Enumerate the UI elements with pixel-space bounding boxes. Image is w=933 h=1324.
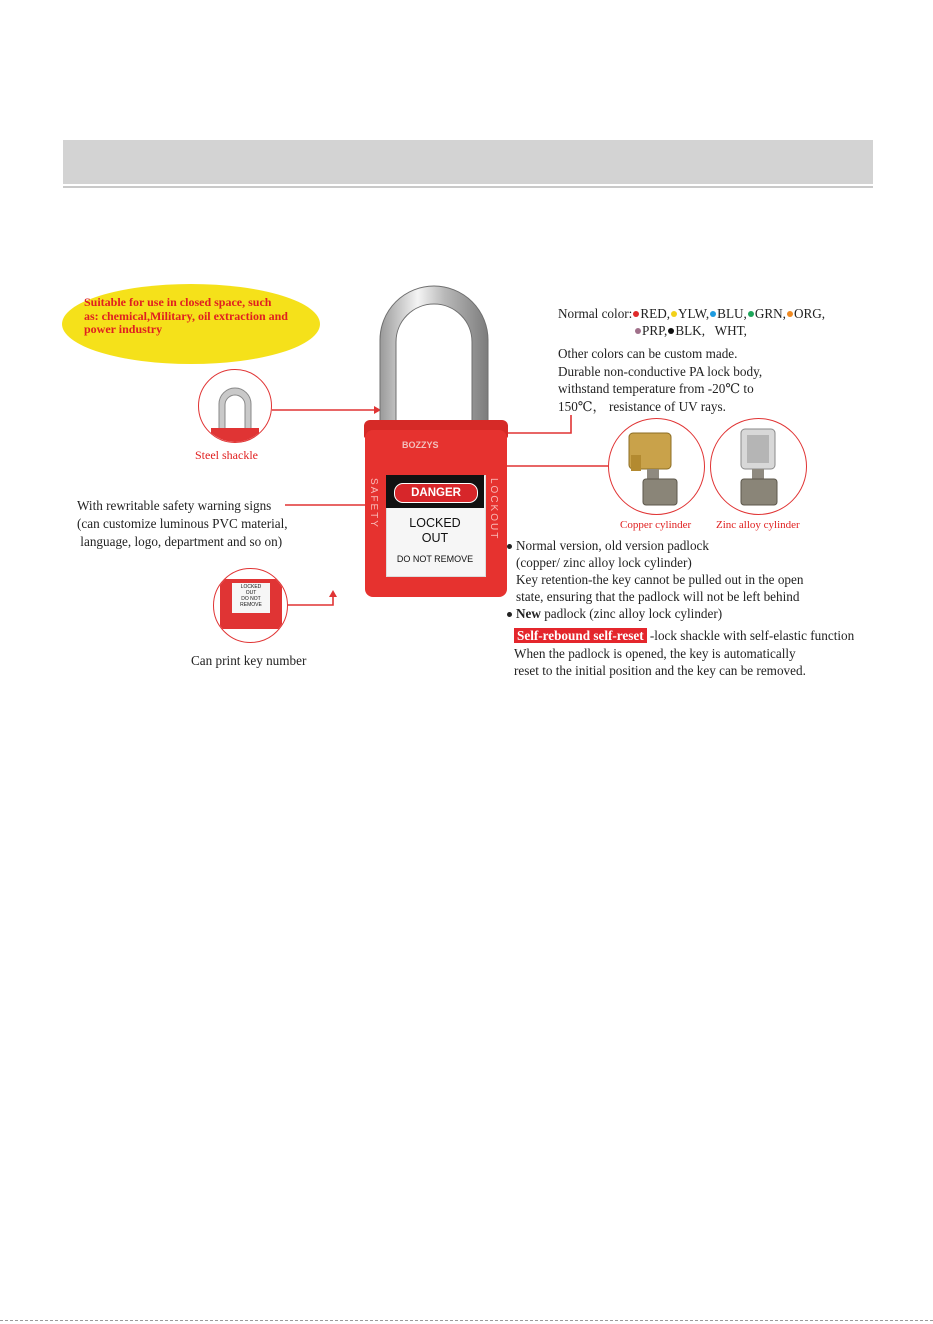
color-prefix: Normal color:	[558, 306, 633, 321]
feature-line: When the padlock is opened, the key is automatically	[514, 645, 796, 661]
danger-badge: DANGER	[394, 483, 478, 503]
color-dot-icon	[748, 311, 754, 317]
color-dot-icon	[635, 328, 641, 334]
info-line: 150℃， resistance of UV rays.	[558, 398, 726, 414]
new-label: New	[516, 606, 541, 621]
color-options	[558, 305, 888, 339]
small-label-text	[232, 584, 270, 608]
feature-line: reset to the initial position and the key can be removed.	[514, 663, 806, 678]
material-info	[558, 345, 888, 415]
warning-signs-text	[77, 497, 307, 551]
warning-line: language, logo, department and so on)	[77, 534, 283, 549]
color-dot-icon	[671, 311, 677, 317]
normal-version-features	[507, 537, 887, 622]
copper-cylinder-circle	[608, 418, 705, 515]
side-text-left: SAFETY	[368, 478, 379, 529]
page-footer-rule	[0, 1320, 933, 1321]
zinc-cylinder-circle	[710, 418, 807, 515]
color-name: PRP,	[642, 323, 668, 338]
steel-shackle-icon	[370, 282, 500, 432]
warning-line: (can customize luminous PVC material,	[77, 516, 288, 531]
info-line: withstand temperature from -20℃ to	[558, 381, 754, 396]
color-dot-icon	[633, 311, 639, 317]
bubble-line: power industry	[84, 322, 163, 336]
zinc-cylinder-caption: Zinc alloy cylinder	[716, 519, 800, 531]
info-line: Durable non-conductive PA lock body,	[558, 363, 763, 379]
feature-line: -lock shackle with self-elastic function	[646, 628, 855, 643]
color-dot-icon	[668, 328, 674, 334]
small-label-line: OUT	[245, 590, 257, 596]
locked-out-text	[386, 516, 484, 546]
feature-line: padlock (zinc alloy lock cylinder)	[540, 606, 723, 621]
out-line: OUT	[421, 531, 449, 545]
small-label-line: DO NOT REMOVE	[240, 596, 262, 608]
locked-line: LOCKED	[409, 516, 461, 530]
feature-line: Key retention-the key cannot be pulled out in the open	[516, 572, 804, 587]
info-line: Other colors can be custom made.	[558, 346, 738, 361]
color-dot-icon	[787, 311, 793, 317]
color-name: RED,	[640, 306, 671, 321]
self-reset-highlight: Self-rebound self-reset	[514, 628, 647, 643]
shackle-detail-circle	[198, 369, 272, 443]
color-name: GRN,	[754, 306, 786, 321]
color-name: BLU,	[717, 306, 747, 321]
feature-line: state, ensuring that the padlock will not be left behind	[516, 589, 800, 604]
warning-line: With rewritable safety warning signs	[77, 498, 272, 513]
shackle-detail-icon	[199, 370, 271, 442]
color-name: BLK,	[675, 323, 705, 338]
steel-shackle-caption: Steel shackle	[195, 448, 258, 462]
bullet-icon	[507, 612, 512, 617]
color-name: ORG,	[793, 306, 826, 321]
copper-cylinder-caption: Copper cylinder	[620, 519, 692, 531]
color-name: YLW,	[678, 306, 710, 321]
print-key-circle	[213, 568, 288, 643]
zinc-cylinder-icon	[711, 419, 806, 514]
bubble-line: Suitable for use in closed space, such	[84, 295, 272, 309]
color-name: WHT,	[704, 323, 747, 338]
copper-cylinder-icon	[609, 419, 704, 514]
brand-logo: BOZZYS	[402, 440, 439, 450]
bubble-line: as: chemical,Military, oil extraction and	[84, 308, 288, 323]
bullet-icon	[507, 544, 512, 549]
self-reset-features	[514, 627, 894, 680]
side-text-right: LOCKOUT	[488, 478, 499, 541]
color-dot-icon	[710, 311, 716, 317]
small-label-line: LOCKED	[240, 584, 262, 590]
print-key-caption: Can print key number	[191, 653, 307, 668]
feature-line: Normal version, old version padlock	[516, 538, 710, 553]
do-not-remove-text: DO NOT REMOVE	[396, 554, 474, 564]
feature-line: (copper/ zinc alloy lock cylinder)	[516, 555, 692, 570]
